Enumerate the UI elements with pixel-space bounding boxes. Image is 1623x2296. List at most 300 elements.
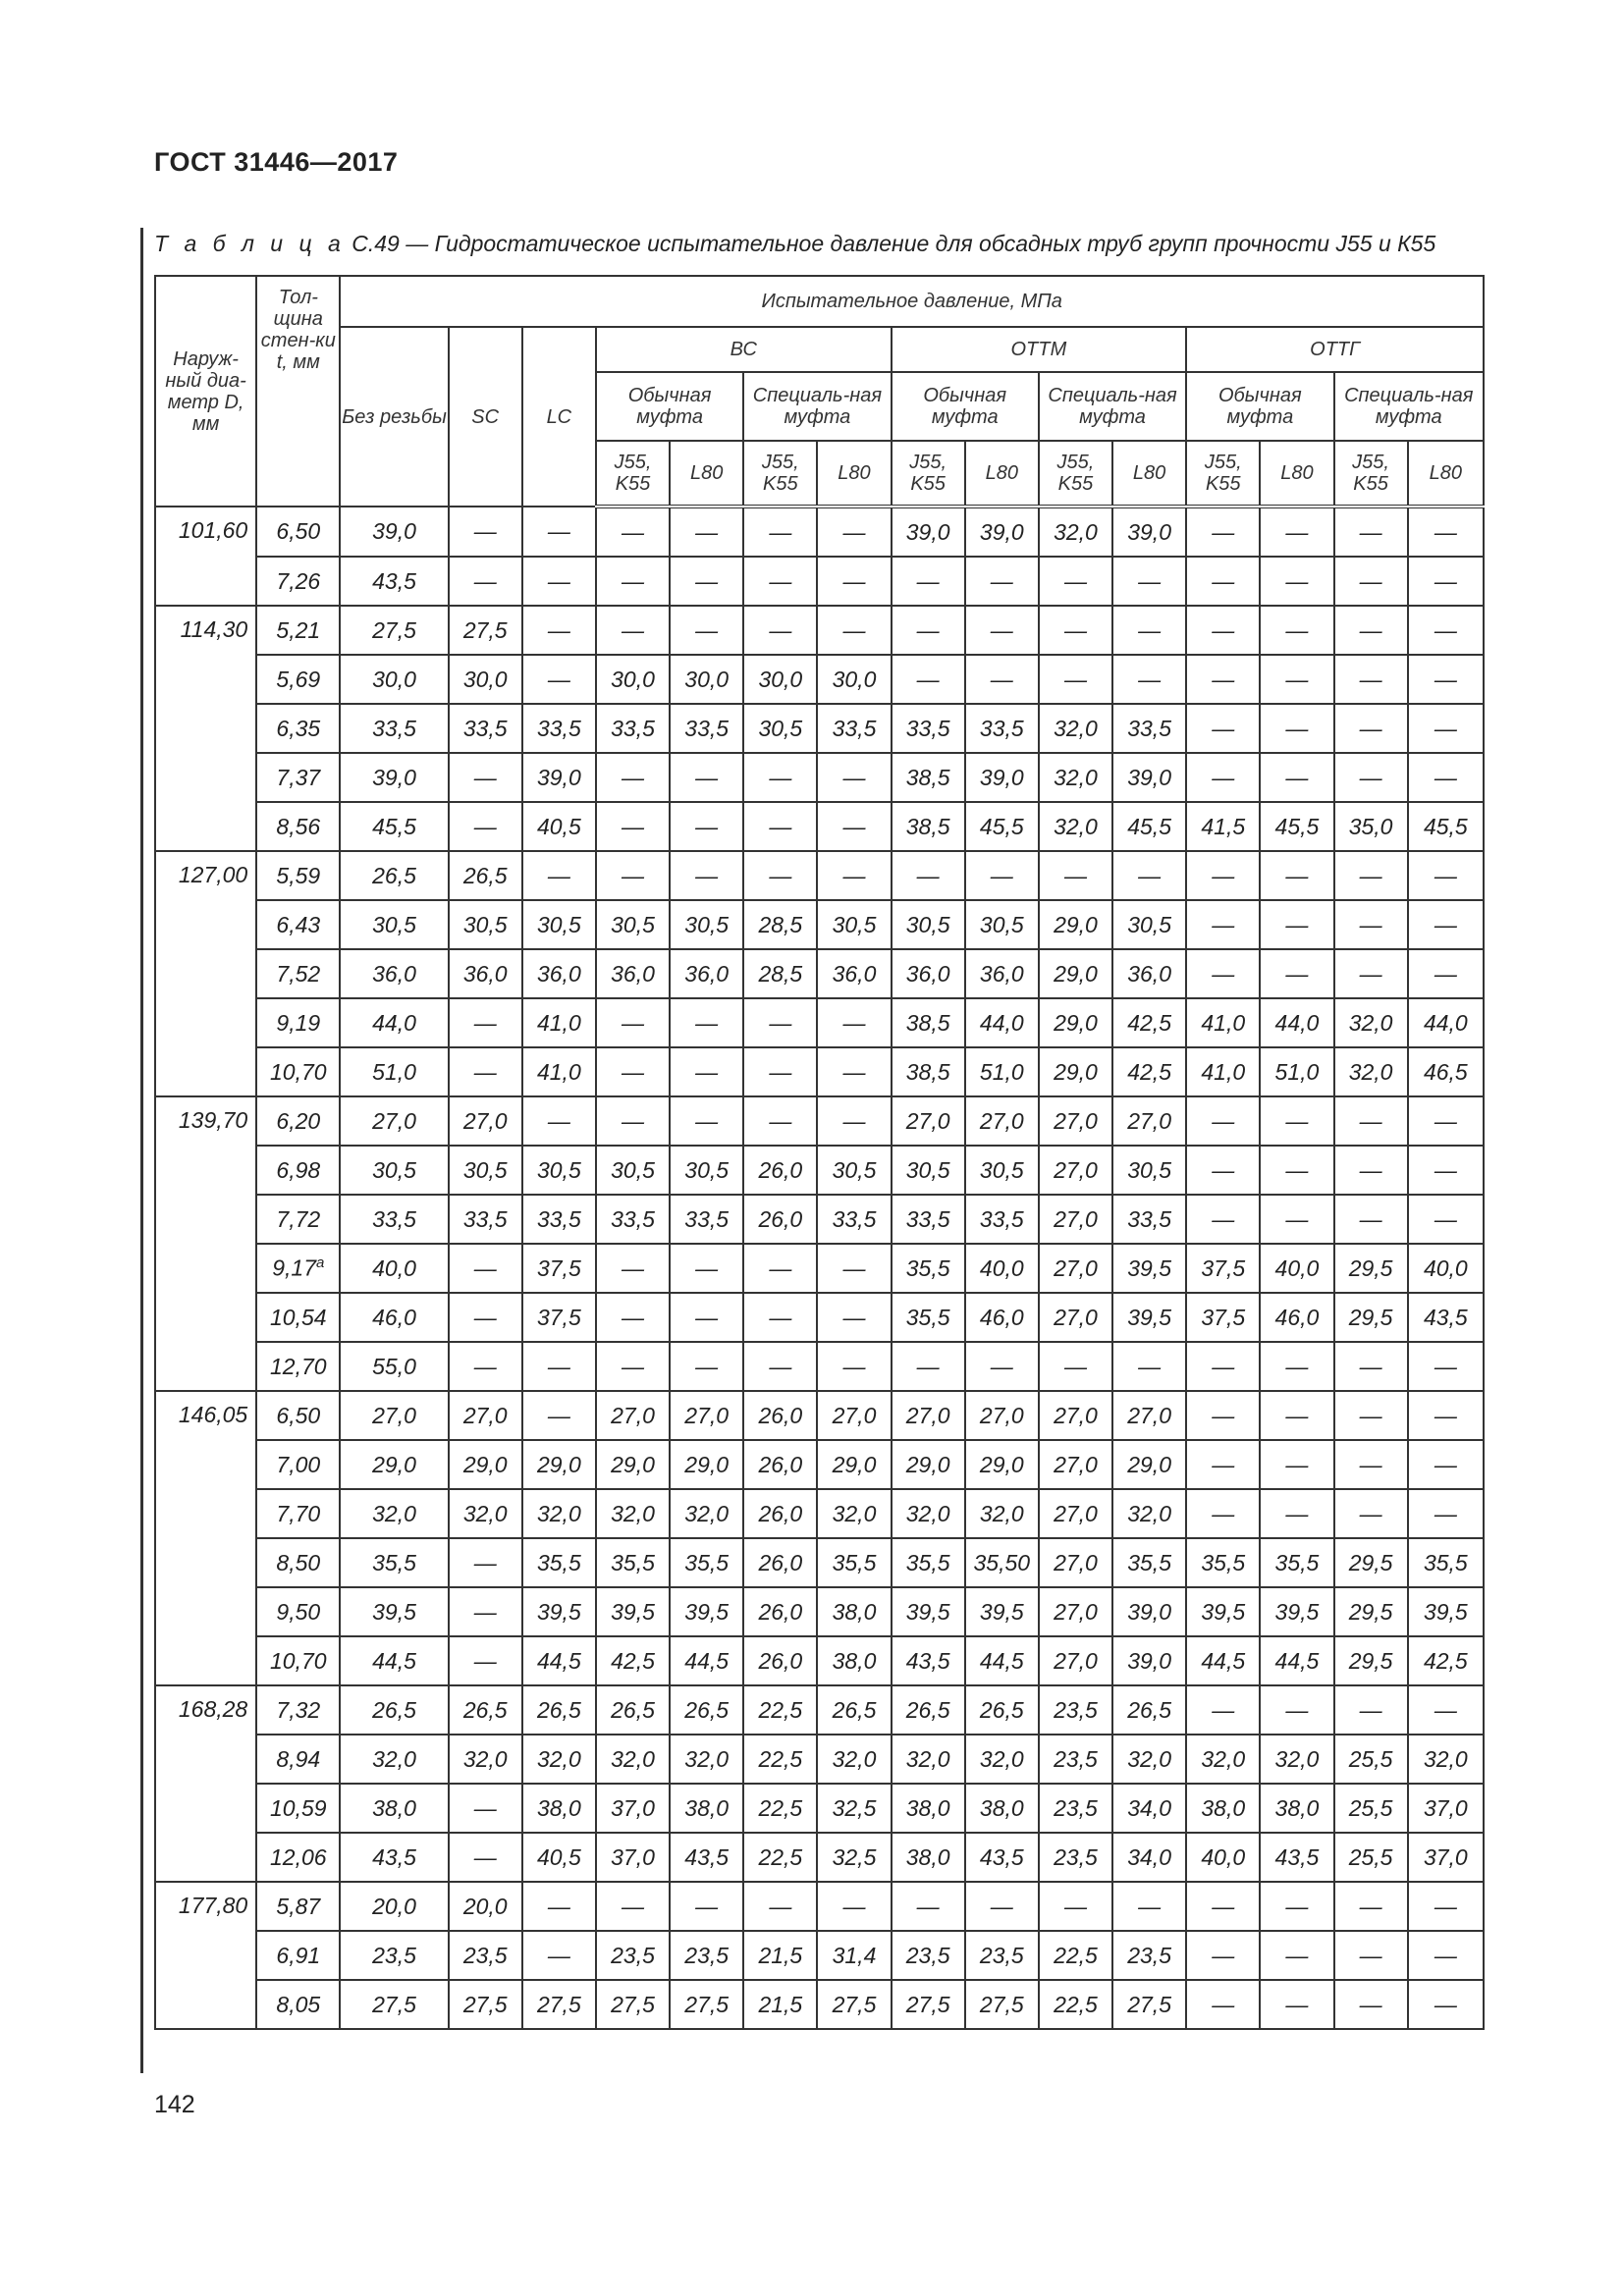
cell-pressure: 37,0: [1408, 1784, 1484, 1833]
cell-pressure: 30,5: [522, 900, 596, 949]
cell-pressure: 27,0: [1039, 1489, 1112, 1538]
wall-thickness-value: 5,87: [276, 1893, 321, 1919]
cell-pressure: 30,5: [596, 1146, 670, 1195]
cell-pressure: —: [1334, 1342, 1408, 1391]
cell-pressure: 28,5: [743, 949, 817, 998]
cell-pressure: 42,5: [1408, 1636, 1484, 1685]
cell-pressure: 30,5: [965, 900, 1039, 949]
cell-pressure: —: [670, 1882, 743, 1931]
cell-pressure: —: [1186, 753, 1260, 802]
cell-pressure: —: [1408, 1096, 1484, 1146]
cell-pressure: —: [596, 1342, 670, 1391]
cell-pressure: —: [1112, 606, 1186, 655]
cell-pressure: 37,5: [522, 1244, 596, 1293]
cell-pressure: —: [1186, 1391, 1260, 1440]
cell-pressure: 23,5: [1039, 1685, 1112, 1735]
wall-thickness-value: 6,43: [276, 911, 321, 937]
cell-pressure: 20,0: [449, 1882, 522, 1931]
header-grade-l80: L80: [1112, 441, 1186, 507]
cell-pressure: 26,5: [817, 1685, 891, 1735]
cell-pressure: 32,0: [340, 1735, 448, 1784]
cell-pressure: —: [743, 1342, 817, 1391]
caption-prefix: Т а б л и ц а: [154, 231, 346, 256]
cell-pressure: —: [1186, 1980, 1260, 2029]
cell-pressure: —: [670, 1244, 743, 1293]
cell-wall-thickness: [256, 1685, 340, 1735]
cell-pressure: —: [1186, 1440, 1260, 1489]
cell-pressure: —: [670, 753, 743, 802]
cell-wall-thickness: [256, 1587, 340, 1636]
cell-pressure: 39,5: [340, 1587, 448, 1636]
table-row: [155, 1931, 1484, 1980]
wall-thickness-value: 9,50: [276, 1598, 321, 1625]
cell-pressure: 27,0: [1112, 1096, 1186, 1146]
wall-thickness-value: 8,56: [276, 813, 321, 839]
cell-pressure: —: [1408, 851, 1484, 900]
cell-pressure: 27,0: [340, 1391, 448, 1440]
header-grade-j55-k55: J55, K55: [1039, 441, 1112, 507]
cell-pressure: 22,5: [1039, 1980, 1112, 2029]
cell-pressure: —: [1408, 753, 1484, 802]
cell-pressure: 38,5: [892, 802, 965, 851]
cell-pressure: —: [522, 1391, 596, 1440]
cell-pressure: —: [1039, 655, 1112, 704]
cell-pressure: 26,0: [743, 1391, 817, 1440]
cell-pressure: 46,0: [965, 1293, 1039, 1342]
cell-pressure: —: [1260, 1391, 1333, 1440]
cell-pressure: 36,0: [817, 949, 891, 998]
cell-pressure: —: [449, 1636, 522, 1685]
cell-pressure: —: [522, 557, 596, 606]
cell-pressure: —: [670, 1047, 743, 1096]
cell-pressure: —: [522, 1096, 596, 1146]
header-grade-l80: L80: [965, 441, 1039, 507]
cell-pressure: 27,5: [449, 1980, 522, 2029]
cell-pressure: 21,5: [743, 1980, 817, 2029]
cell-pressure: —: [596, 802, 670, 851]
cell-pressure: 33,5: [1112, 1195, 1186, 1244]
cell-pressure: —: [817, 1096, 891, 1146]
cell-pressure: 39,5: [522, 1587, 596, 1636]
cell-pressure: —: [1112, 1342, 1186, 1391]
cell-pressure: —: [892, 557, 965, 606]
cell-pressure: 44,5: [965, 1636, 1039, 1685]
cell-pressure: 33,5: [596, 1195, 670, 1244]
cell-pressure: 41,0: [1186, 1047, 1260, 1096]
cell-pressure: —: [1186, 1882, 1260, 1931]
cell-wall-thickness: [256, 1047, 340, 1096]
cell-pressure: 27,0: [1039, 1293, 1112, 1342]
cell-pressure: 39,5: [670, 1587, 743, 1636]
cell-pressure: 29,0: [670, 1440, 743, 1489]
cell-pressure: 22,5: [743, 1685, 817, 1735]
cell-pressure: —: [596, 1293, 670, 1342]
cell-pressure: —: [1186, 1096, 1260, 1146]
cell-pressure: 34,0: [1112, 1833, 1186, 1882]
table-row: [155, 1146, 1484, 1195]
cell-pressure: 33,5: [965, 704, 1039, 753]
cell-pressure: —: [1260, 851, 1333, 900]
cell-wall-thickness: [256, 1882, 340, 1931]
cell-pressure: —: [1260, 655, 1333, 704]
table-row: [155, 1784, 1484, 1833]
cell-pressure: —: [449, 753, 522, 802]
cell-pressure: 41,5: [1186, 802, 1260, 851]
cell-pressure: 32,0: [1334, 998, 1408, 1047]
cell-pressure: 38,0: [670, 1784, 743, 1833]
cell-wall-thickness: [256, 998, 340, 1047]
cell-pressure: 39,5: [596, 1587, 670, 1636]
cell-pressure: 22,5: [743, 1784, 817, 1833]
cell-pressure: —: [743, 1293, 817, 1342]
cell-pressure: 22,5: [743, 1833, 817, 1882]
cell-pressure: 23,5: [340, 1931, 448, 1980]
wall-thickness-value: 5,69: [276, 666, 321, 692]
cell-pressure: 23,5: [449, 1931, 522, 1980]
cell-pressure: 40,0: [965, 1244, 1039, 1293]
cell-pressure: 38,0: [817, 1636, 891, 1685]
cell-pressure: 30,5: [817, 900, 891, 949]
cell-pressure: —: [670, 606, 743, 655]
cell-pressure: 27,5: [340, 1980, 448, 2029]
cell-outer-diameter: 101,60: [155, 507, 256, 606]
cell-pressure: —: [1186, 1931, 1260, 1980]
cell-pressure: 29,0: [596, 1440, 670, 1489]
cell-pressure: 29,5: [1334, 1636, 1408, 1685]
cell-pressure: 38,5: [892, 753, 965, 802]
cell-pressure: 38,0: [817, 1587, 891, 1636]
cell-pressure: —: [1260, 900, 1333, 949]
cell-pressure: 33,5: [817, 704, 891, 753]
cell-pressure: 29,0: [1112, 1440, 1186, 1489]
cell-pressure: —: [1334, 557, 1408, 606]
cell-pressure: —: [670, 1342, 743, 1391]
cell-pressure: 46,0: [1260, 1293, 1333, 1342]
cell-pressure: 43,5: [892, 1636, 965, 1685]
cell-pressure: 32,0: [670, 1735, 743, 1784]
cell-wall-thickness: [256, 1244, 340, 1293]
cell-pressure: —: [1408, 1931, 1484, 1980]
cell-pressure: 38,0: [965, 1784, 1039, 1833]
cell-pressure: 26,5: [522, 1685, 596, 1735]
cell-pressure: 43,5: [340, 1833, 448, 1882]
wall-thickness-value: 10,59: [270, 1794, 327, 1821]
cell-pressure: 32,0: [1039, 507, 1112, 557]
cell-pressure: 40,0: [1186, 1833, 1260, 1882]
cell-pressure: 30,5: [340, 1146, 448, 1195]
table-row: [155, 1489, 1484, 1538]
cell-pressure: 39,0: [340, 507, 448, 557]
cell-pressure: —: [1334, 1391, 1408, 1440]
cell-pressure: 51,0: [340, 1047, 448, 1096]
cell-pressure: 39,0: [522, 753, 596, 802]
cell-pressure: 27,0: [1039, 1440, 1112, 1489]
table-row: [155, 1244, 1484, 1293]
cell-pressure: —: [817, 851, 891, 900]
cell-wall-thickness: [256, 1980, 340, 2029]
cell-pressure: —: [1260, 507, 1333, 557]
cell-pressure: —: [1186, 1489, 1260, 1538]
table-row: [155, 507, 1484, 557]
cell-pressure: 37,0: [1408, 1833, 1484, 1882]
cell-pressure: —: [449, 802, 522, 851]
cell-pressure: —: [449, 1538, 522, 1587]
cell-pressure: —: [1186, 507, 1260, 557]
cell-pressure: —: [596, 1882, 670, 1931]
cell-wall-thickness: [256, 1833, 340, 1882]
cell-pressure: 27,0: [449, 1391, 522, 1440]
cell-pressure: 36,0: [596, 949, 670, 998]
cell-pressure: 39,0: [340, 753, 448, 802]
cell-pressure: —: [449, 1784, 522, 1833]
cell-pressure: 33,5: [892, 1195, 965, 1244]
cell-pressure: —: [449, 1244, 522, 1293]
cell-pressure: 38,0: [340, 1784, 448, 1833]
cell-pressure: 55,0: [340, 1342, 448, 1391]
cell-pressure: —: [892, 655, 965, 704]
cell-pressure: 29,5: [1334, 1538, 1408, 1587]
cell-pressure: —: [1408, 557, 1484, 606]
cell-pressure: —: [1334, 1685, 1408, 1735]
cell-wall-thickness: [256, 655, 340, 704]
cell-pressure: 30,5: [892, 900, 965, 949]
wall-thickness-value: 7,70: [276, 1500, 321, 1526]
wall-thickness-value: 8,50: [276, 1549, 321, 1575]
cell-pressure: 29,0: [1039, 949, 1112, 998]
cell-pressure: 39,0: [1112, 1636, 1186, 1685]
cell-pressure: 46,5: [1408, 1047, 1484, 1096]
cell-pressure: 44,5: [1186, 1636, 1260, 1685]
footnote-mark: a: [316, 1255, 325, 1272]
cell-pressure: —: [1186, 704, 1260, 753]
cell-pressure: 33,5: [449, 704, 522, 753]
cell-pressure: —: [596, 1244, 670, 1293]
cell-outer-diameter: 177,80: [155, 1882, 256, 2029]
wall-thickness-value: 5,21: [276, 616, 321, 643]
cell-pressure: 32,0: [892, 1489, 965, 1538]
cell-pressure: —: [1334, 851, 1408, 900]
cell-pressure: 30,5: [670, 900, 743, 949]
cell-pressure: 35,5: [892, 1293, 965, 1342]
table-row: [155, 1096, 1484, 1146]
cell-pressure: 38,0: [1186, 1784, 1260, 1833]
cell-pressure: 33,5: [340, 704, 448, 753]
cell-pressure: 39,0: [965, 507, 1039, 557]
cell-pressure: —: [892, 1882, 965, 1931]
cell-pressure: —: [1334, 507, 1408, 557]
table-row: [155, 704, 1484, 753]
cell-pressure: 42,5: [1112, 998, 1186, 1047]
cell-pressure: —: [743, 998, 817, 1047]
table-row: [155, 606, 1484, 655]
cell-pressure: —: [1186, 1146, 1260, 1195]
table-row: [155, 900, 1484, 949]
cell-pressure: —: [1260, 949, 1333, 998]
cell-pressure: 36,0: [522, 949, 596, 998]
cell-wall-thickness: [256, 1538, 340, 1587]
table-row: [155, 1293, 1484, 1342]
cell-pressure: —: [817, 606, 891, 655]
cell-pressure: —: [1186, 851, 1260, 900]
cell-pressure: 38,0: [522, 1784, 596, 1833]
cell-pressure: 32,5: [817, 1833, 891, 1882]
cell-pressure: —: [1408, 606, 1484, 655]
header-test-pressure: Испытательное давление, МПа: [340, 276, 1484, 327]
cell-wall-thickness: [256, 1195, 340, 1244]
cell-pressure: 45,5: [1408, 802, 1484, 851]
cell-pressure: —: [1260, 1146, 1333, 1195]
cell-pressure: 29,0: [817, 1440, 891, 1489]
cell-pressure: 35,5: [670, 1538, 743, 1587]
cell-pressure: —: [522, 655, 596, 704]
cell-pressure: 30,0: [596, 655, 670, 704]
cell-pressure: 32,0: [965, 1489, 1039, 1538]
wall-thickness-value: 6,20: [276, 1107, 321, 1134]
cell-pressure: 43,5: [670, 1833, 743, 1882]
cell-pressure: 32,0: [1408, 1735, 1484, 1784]
cell-pressure: —: [522, 1882, 596, 1931]
cell-pressure: —: [1408, 1391, 1484, 1440]
cell-wall-thickness: [256, 1735, 340, 1784]
cell-pressure: —: [1408, 704, 1484, 753]
cell-pressure: 20,0: [340, 1882, 448, 1931]
cell-pressure: —: [892, 851, 965, 900]
cell-pressure: 25,5: [1334, 1784, 1408, 1833]
cell-pressure: 30,0: [817, 655, 891, 704]
table-row: [155, 557, 1484, 606]
header-coupling-special: Специаль-ная муфта: [1039, 372, 1186, 441]
cell-outer-diameter: 139,70: [155, 1096, 256, 1391]
cell-pressure: 26,5: [596, 1685, 670, 1735]
cell-pressure: 27,5: [965, 1980, 1039, 2029]
header-coupling-regular: Обычная муфта: [892, 372, 1039, 441]
cell-pressure: 30,5: [449, 900, 522, 949]
cell-pressure: 30,5: [892, 1146, 965, 1195]
cell-pressure: —: [596, 1047, 670, 1096]
cell-pressure: —: [449, 998, 522, 1047]
cell-wall-thickness: [256, 1931, 340, 1980]
table-row: [155, 1587, 1484, 1636]
cell-pressure: 30,5: [817, 1146, 891, 1195]
cell-pressure: —: [670, 802, 743, 851]
wall-thickness-value: 6,91: [276, 1942, 321, 1968]
cell-pressure: 43,5: [1260, 1833, 1333, 1882]
cell-pressure: 26,5: [449, 1685, 522, 1735]
cell-pressure: 37,0: [596, 1833, 670, 1882]
cell-pressure: 39,0: [965, 753, 1039, 802]
wall-thickness-value: 5,59: [276, 862, 321, 888]
cell-pressure: 33,5: [892, 704, 965, 753]
cell-pressure: 27,0: [965, 1391, 1039, 1440]
cell-pressure: —: [1112, 655, 1186, 704]
cell-pressure: 26,5: [670, 1685, 743, 1735]
cell-pressure: —: [1260, 1440, 1333, 1489]
cell-pressure: 32,0: [965, 1735, 1039, 1784]
table-row: [155, 949, 1484, 998]
header-coupling-regular: Обычная муфта: [1186, 372, 1333, 441]
table-row: [155, 753, 1484, 802]
cell-pressure: 33,5: [522, 704, 596, 753]
cell-pressure: 32,0: [892, 1735, 965, 1784]
header-sc: SC: [449, 327, 522, 507]
cell-pressure: —: [1260, 1931, 1333, 1980]
cell-pressure: 23,5: [1112, 1931, 1186, 1980]
header-coupling-special: Специаль-ная муфта: [743, 372, 891, 441]
cell-pressure: —: [1334, 1096, 1408, 1146]
cell-pressure: —: [1408, 1980, 1484, 2029]
wall-thickness-value: 10,70: [270, 1647, 327, 1674]
wall-thickness-value: 7,37: [276, 764, 321, 790]
table-row: [155, 1047, 1484, 1096]
cell-pressure: —: [965, 1342, 1039, 1391]
cell-pressure: 35,5: [1112, 1538, 1186, 1587]
cell-pressure: 33,5: [449, 1195, 522, 1244]
cell-pressure: 37,0: [596, 1784, 670, 1833]
cell-pressure: —: [1334, 704, 1408, 753]
cell-pressure: —: [1260, 1342, 1333, 1391]
cell-pressure: 25,5: [1334, 1735, 1408, 1784]
cell-pressure: 27,0: [1039, 1538, 1112, 1587]
header-outer-diameter: Наруж-ный диа-метр D, мм: [155, 276, 256, 507]
header-group-bc: ВС: [596, 327, 892, 372]
cell-pressure: 44,0: [1260, 998, 1333, 1047]
cell-pressure: 29,0: [892, 1440, 965, 1489]
cell-pressure: 33,5: [340, 1195, 448, 1244]
cell-pressure: —: [1260, 753, 1333, 802]
cell-pressure: 36,0: [340, 949, 448, 998]
cell-pressure: —: [1334, 1931, 1408, 1980]
cell-pressure: 33,5: [596, 704, 670, 753]
header-plain-end: Без резьбы: [340, 327, 448, 507]
header-coupling-regular: Обычная муфта: [596, 372, 743, 441]
header-grade-j55-k55: J55, K55: [1186, 441, 1260, 507]
cell-pressure: 39,5: [1408, 1587, 1484, 1636]
cell-pressure: —: [1408, 949, 1484, 998]
cell-pressure: 27,5: [1112, 1980, 1186, 2029]
cell-pressure: —: [1408, 1195, 1484, 1244]
cell-pressure: 27,0: [1112, 1391, 1186, 1440]
cell-wall-thickness: [256, 851, 340, 900]
cell-pressure: —: [670, 998, 743, 1047]
cell-pressure: 31,4: [817, 1931, 891, 1980]
cell-pressure: 27,0: [892, 1391, 965, 1440]
cell-pressure: —: [596, 1096, 670, 1146]
cell-pressure: 36,0: [670, 949, 743, 998]
cell-pressure: —: [670, 557, 743, 606]
cell-pressure: —: [1334, 753, 1408, 802]
cell-pressure: —: [449, 557, 522, 606]
wall-thickness-value: 10,70: [270, 1058, 327, 1085]
cell-pressure: 23,5: [1039, 1833, 1112, 1882]
cell-pressure: 30,5: [743, 704, 817, 753]
cell-wall-thickness: [256, 949, 340, 998]
cell-pressure: 35,5: [1408, 1538, 1484, 1587]
cell-pressure: 32,0: [1260, 1735, 1333, 1784]
table-row: [155, 1685, 1484, 1735]
cell-pressure: 32,0: [1039, 753, 1112, 802]
cell-pressure: 26,5: [340, 851, 448, 900]
cell-pressure: 29,0: [340, 1440, 448, 1489]
cell-pressure: 29,5: [1334, 1244, 1408, 1293]
cell-pressure: 39,0: [1112, 507, 1186, 557]
cell-pressure: —: [1186, 557, 1260, 606]
cell-pressure: 23,5: [596, 1931, 670, 1980]
cell-pressure: —: [670, 507, 743, 557]
cell-pressure: —: [1334, 1146, 1408, 1195]
header-group-ottg: ОТТГ: [1186, 327, 1484, 372]
cell-pressure: —: [817, 557, 891, 606]
cell-pressure: 44,5: [522, 1636, 596, 1685]
